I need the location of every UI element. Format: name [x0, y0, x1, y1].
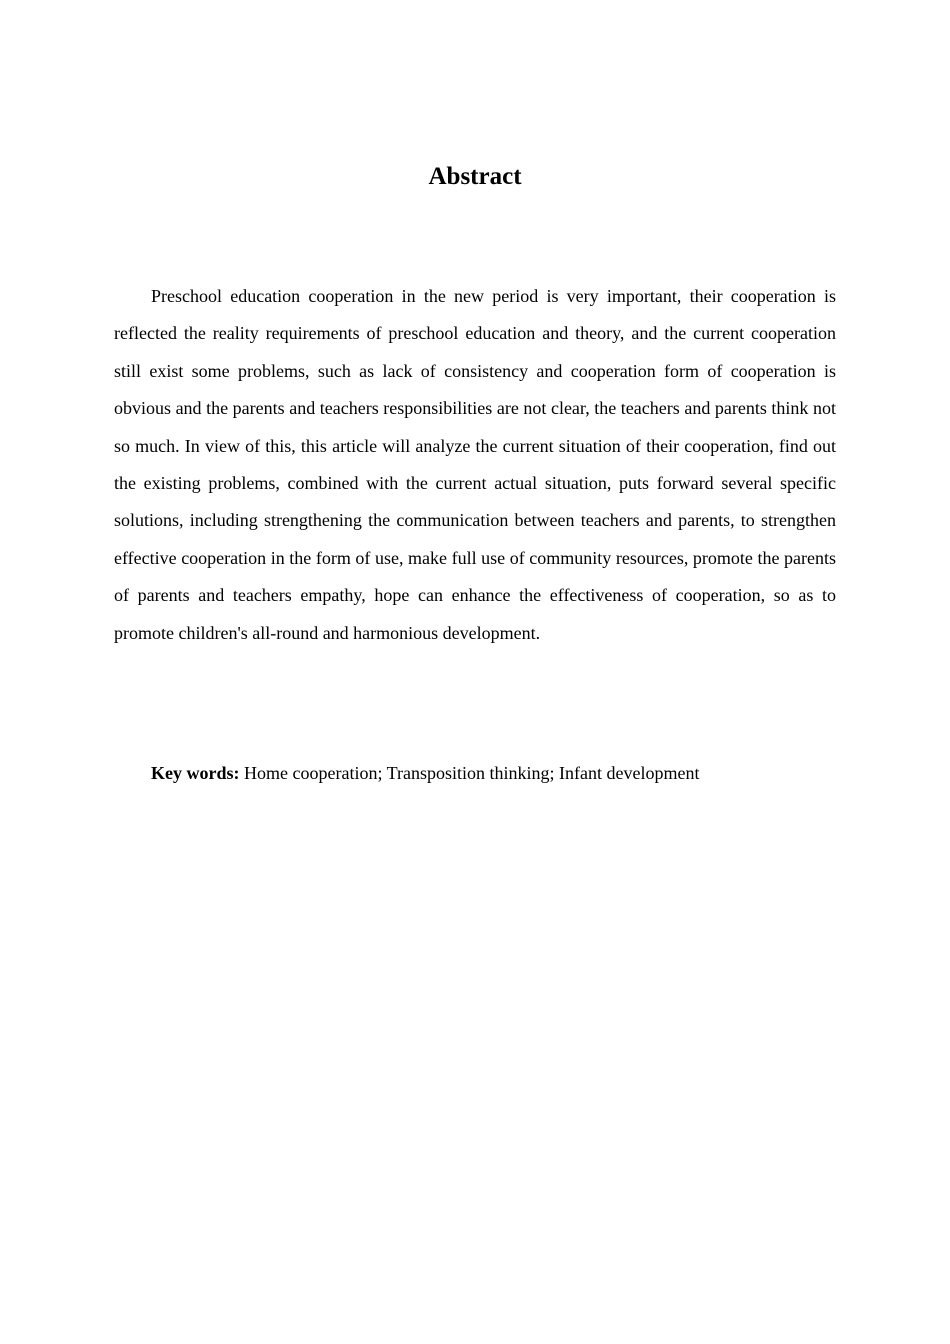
abstract-title: Abstract	[428, 163, 522, 190]
keywords-line	[114, 755, 836, 792]
keywords-label: Key words:	[151, 763, 240, 783]
abstract-body: Preschool education cooperation in the new period is very important, their cooperation is reflected the reality requirements of preschool education and theory, and the current cooperation still exist some problems, such as lack of consistency and cooperation form of cooperation is obvious and the parents and teachers responsibilities are not clear, the teachers and parents think not so much. In view of this, this article will analyze the current situation of their cooperation, find out the existing problems, combined with the current actual situation, puts forward several specific solutions, including strengthening the communication between teachers and parents, to strengthen effective cooperation in the form of use, make full use of community resources, promote the parents of parents and teachers empathy, hope can enhance the effectiveness of cooperation, so as to promote children's all-round and harmonious development.	[114, 286, 836, 643]
keywords-value: Home cooperation; Transposition thinking; Infant development	[244, 763, 700, 783]
